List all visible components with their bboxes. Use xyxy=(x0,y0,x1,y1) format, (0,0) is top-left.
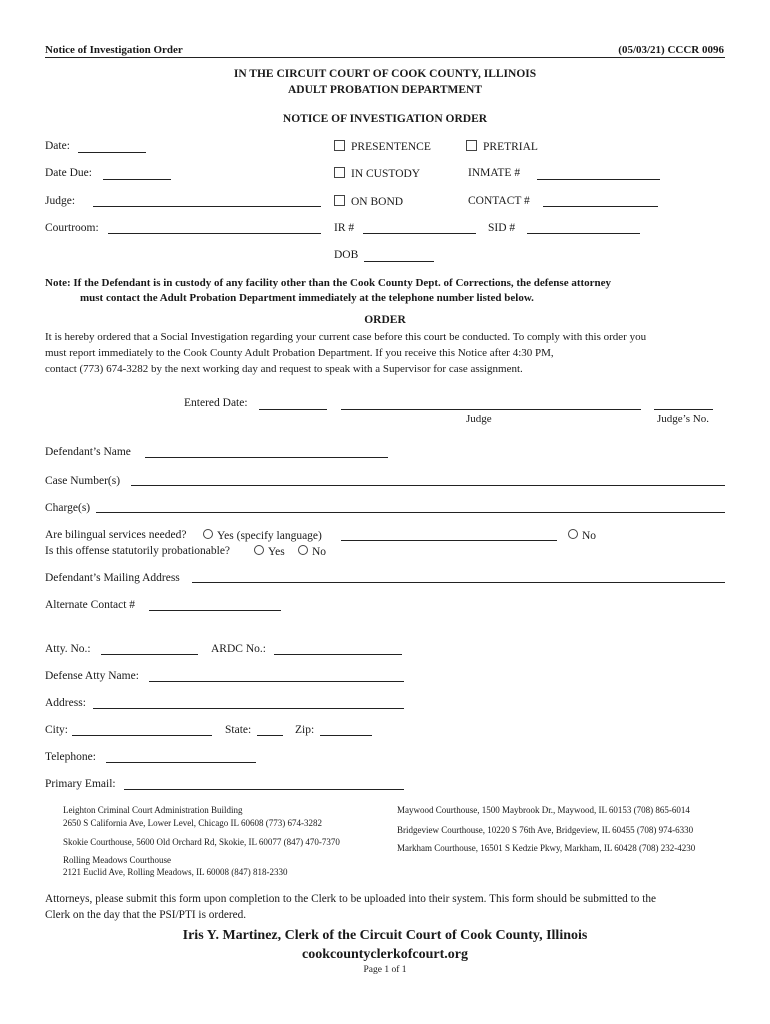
markham-address: Markham Courthouse, 16501 S Kedzie Pkwy, Markham, IL 60428 (708) 232-4230 xyxy=(397,843,696,853)
contact-field[interactable] xyxy=(543,206,658,207)
submission-instructions-1: Attorneys, please submit this form upon completion to the Clerk to be uploaded into their system. This form should be submitted to the xyxy=(45,893,656,905)
zip-field[interactable] xyxy=(320,735,372,736)
defendant-name-label: Defendant’s Name xyxy=(45,446,131,458)
on-bond-label: ON BOND xyxy=(351,196,404,208)
inmate-field[interactable] xyxy=(537,179,660,180)
submission-instructions-2: Clerk on the day that the PSI/PTI is ordered. xyxy=(45,909,247,921)
ir-label: IR # xyxy=(334,222,355,234)
telephone-field[interactable] xyxy=(106,762,256,763)
order-text-1: It is hereby ordered that a Social Investigation regarding your current case before this court be conducted. To comply with this order you xyxy=(45,331,647,343)
entered-date-field[interactable] xyxy=(259,409,327,410)
order-text-2: must report immediately to the Cook County Adult Probation Department. If you receive this Notice after 4:30 PM, xyxy=(45,347,554,359)
probationable-yes-option[interactable] xyxy=(254,545,285,558)
probationable-yes-label: Yes xyxy=(268,546,285,558)
address-field[interactable] xyxy=(93,708,404,709)
bilingual-no-option[interactable] xyxy=(568,529,596,542)
bilingual-yes-radio[interactable] xyxy=(203,529,213,539)
city-label: City: xyxy=(45,724,69,736)
order-text-3: contact (773) 674-3282 by the next working day and request to speak with a Supervisor for case assignment. xyxy=(45,363,523,375)
bilingual-no-radio[interactable] xyxy=(568,529,578,539)
presentence-option[interactable] xyxy=(334,140,431,153)
pretrial-checkbox[interactable] xyxy=(466,140,477,151)
entered-date-label: Entered Date: xyxy=(184,397,248,409)
department-name: ADULT PROBATION DEPARTMENT xyxy=(287,84,483,96)
pretrial-option[interactable] xyxy=(466,140,538,153)
rolling-meadows-line-2: 2121 Euclid Ave, Rolling Meadows, IL 60008 (847) 818-2330 xyxy=(63,867,288,877)
case-numbers-label: Case Number(s) xyxy=(45,475,121,487)
defense-atty-name-label: Defense Atty Name: xyxy=(45,670,139,682)
atty-no-label: Atty. No.: xyxy=(45,643,91,655)
presentence-label: PRESENTENCE xyxy=(351,141,431,153)
state-field[interactable] xyxy=(257,735,283,736)
defense-atty-name-field[interactable] xyxy=(149,681,404,682)
atty-no-field[interactable] xyxy=(101,654,198,655)
in-custody-checkbox[interactable] xyxy=(334,167,345,178)
language-field[interactable] xyxy=(341,540,557,541)
probationable-no-radio[interactable] xyxy=(298,545,308,555)
judge-caption: Judge xyxy=(466,413,492,425)
charges-field[interactable] xyxy=(96,512,725,513)
bilingual-yes-label: Yes (specify language) xyxy=(217,530,322,542)
bilingual-yes-option[interactable] xyxy=(203,529,322,542)
mailing-address-label: Defendant’s Mailing Address xyxy=(45,572,180,584)
clerk-name: Iris Y. Martinez, Clerk of the Circuit Court of Cook County, Illinois xyxy=(182,928,588,943)
page-number: Page 1 of 1 xyxy=(363,965,407,975)
leighton-line-1: Leighton Criminal Court Administration Building xyxy=(63,805,243,815)
ardc-no-field[interactable] xyxy=(274,654,402,655)
zip-label: Zip: xyxy=(295,724,315,736)
in-custody-option[interactable] xyxy=(334,167,420,180)
page-title: NOTICE OF INVESTIGATION ORDER xyxy=(282,113,488,125)
probationable-no-label: No xyxy=(312,546,327,558)
presentence-checkbox[interactable] xyxy=(334,140,345,151)
judge-number-caption: Judge’s No. xyxy=(657,413,709,425)
telephone-label: Telephone: xyxy=(45,751,96,763)
courtroom-field[interactable] xyxy=(108,233,321,234)
form-number: (05/03/21) CCCR 0096 xyxy=(618,44,724,56)
court-name: IN THE CIRCUIT COURT OF COOK COUNTY, ILLINOIS xyxy=(233,68,537,80)
primary-email-label: Primary Email: xyxy=(45,778,116,790)
alternate-contact-label: Alternate Contact # xyxy=(45,599,136,611)
date-due-field[interactable] xyxy=(103,179,171,180)
rolling-meadows-line-1: Rolling Meadows Courthouse xyxy=(63,855,171,865)
in-custody-label: IN CUSTODY xyxy=(351,168,421,180)
state-label: State: xyxy=(225,724,252,736)
judge-field[interactable] xyxy=(93,206,321,207)
skokie-address: Skokie Courthouse, 5600 Old Orchard Rd, Skokie, IL 60077 (847) 470-7370 xyxy=(63,837,340,847)
ardc-no-label: ARDC No.: xyxy=(211,643,266,655)
judge-label: Judge: xyxy=(45,195,76,207)
alternate-contact-field[interactable] xyxy=(149,610,281,611)
defendant-name-field[interactable] xyxy=(145,457,388,458)
ir-field[interactable] xyxy=(363,233,476,234)
dob-field[interactable] xyxy=(364,261,434,262)
clerk-website[interactable]: cookcountyclerkofcourt.org xyxy=(301,947,469,962)
note-line-1: Note: If the Defendant is in custody of any facility other than the Cook County Dept. of Corrections, the defense attorney xyxy=(45,277,612,289)
maywood-address: Maywood Courthouse, 1500 Maybrook Dr., Maywood, IL 60153 (708) 865-6014 xyxy=(397,805,690,815)
bilingual-question: Are bilingual services needed? xyxy=(45,529,187,541)
bridgeview-address: Bridgeview Courthouse, 10220 S 76th Ave, Bridgeview, IL 60455 (708) 974-6330 xyxy=(397,825,694,835)
date-due-label: Date Due: xyxy=(45,167,92,179)
leighton-line-2: 2650 S California Ave, Lower Level, Chicago IL 60608 (773) 674-3282 xyxy=(63,818,322,828)
entry-judge-field[interactable] xyxy=(341,409,641,410)
probationable-no-option[interactable] xyxy=(298,545,326,558)
probationable-yes-radio[interactable] xyxy=(254,545,264,555)
date-label: Date: xyxy=(45,140,70,152)
on-bond-option[interactable] xyxy=(334,195,403,208)
courtroom-label: Courtroom: xyxy=(45,222,99,234)
contact-label: CONTACT # xyxy=(468,195,530,207)
sid-field[interactable] xyxy=(527,233,640,234)
header-rule xyxy=(45,57,725,58)
bilingual-no-label: No xyxy=(582,530,597,542)
judge-number-field[interactable] xyxy=(654,409,713,410)
dob-label: DOB xyxy=(334,249,359,261)
note-line-2: must contact the Adult Probation Department immediately at the telephone number listed below. xyxy=(80,292,534,304)
charges-label: Charge(s) xyxy=(45,502,91,514)
on-bond-checkbox[interactable] xyxy=(334,195,345,206)
order-heading: ORDER xyxy=(364,314,406,326)
date-field[interactable] xyxy=(78,152,146,153)
inmate-label: INMATE # xyxy=(468,167,521,179)
sid-label: SID # xyxy=(488,222,516,234)
form-name: Notice of Investigation Order xyxy=(45,44,183,56)
primary-email-field[interactable] xyxy=(124,789,404,790)
mailing-address-field[interactable] xyxy=(192,582,725,583)
case-numbers-field[interactable] xyxy=(131,485,725,486)
probationable-question: Is this offense statutorily probationable? xyxy=(45,545,231,557)
city-field[interactable] xyxy=(72,735,212,736)
address-label: Address: xyxy=(45,697,86,709)
pretrial-label: PRETRIAL xyxy=(483,141,538,153)
